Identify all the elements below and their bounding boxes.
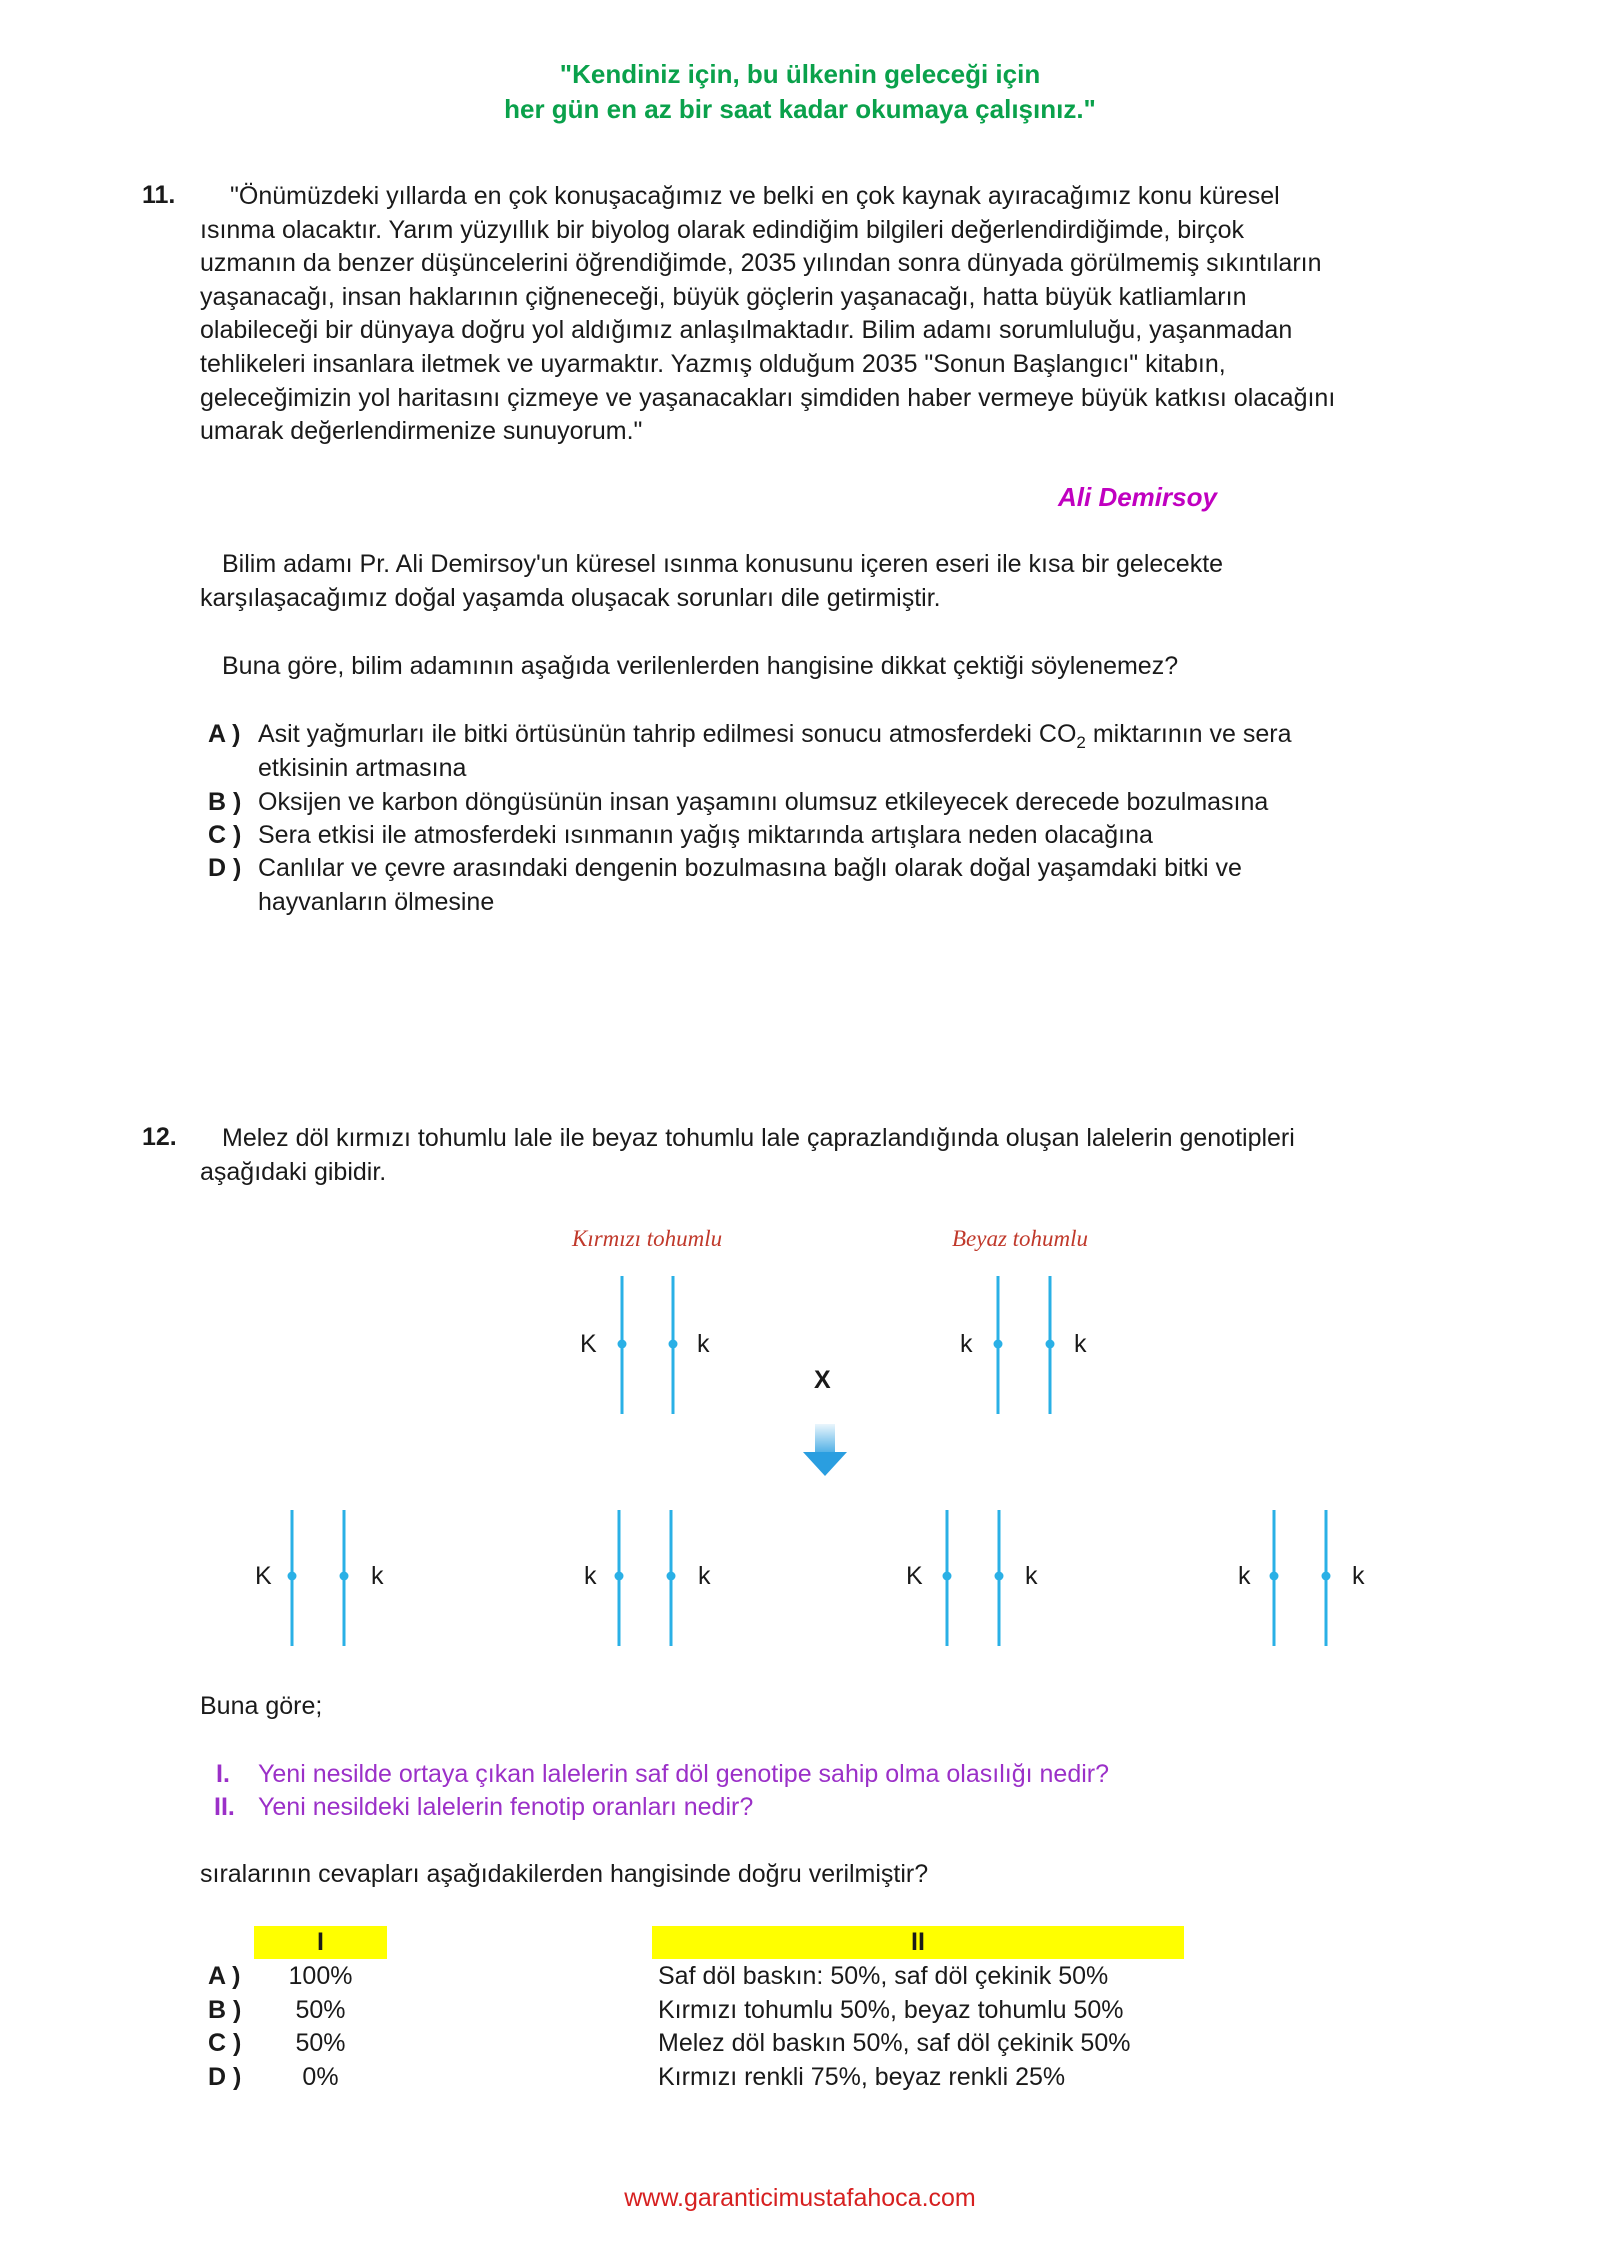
footer-website-link[interactable]: www.garanticimustafahoca.com [624, 2184, 976, 2212]
allele-dot [618, 1340, 627, 1349]
quote-line: umarak değerlendirmenize sunuyorum." [200, 417, 643, 446]
answer-row-d[interactable] [208, 2061, 1208, 2095]
subquestion-number: II. [214, 1793, 235, 1821]
offspring-1-chromosome-pair [288, 1510, 349, 1646]
question-11-options [208, 718, 1458, 920]
option-b[interactable] [208, 786, 1458, 819]
option-letter: C ) [208, 821, 242, 849]
allele-label: k [960, 1330, 973, 1358]
allele-label: k [1074, 1330, 1087, 1358]
context-line: karşılaşacağımız doğal yaşamda oluşacak sorunları dile getirmiştir. [200, 583, 941, 612]
question-11-context [200, 548, 1460, 615]
column-header-i: I [254, 1926, 387, 1959]
option-text: Canlılar ve çevre arasındaki dengenin bozulmasına bağlı olarak doğal yaşamdaki bitki ve [258, 854, 1242, 882]
intro-line: aşağıdaki gibidir. [200, 1157, 387, 1186]
subquestion-text: Yeni nesildeki lalelerin fenotip oranları nedir? [258, 1793, 754, 1821]
offspring-4-chromosome-pair [1270, 1510, 1331, 1646]
option-text: Sera etkisi ile atmosferdeki ısınmanın yağış miktarında artışlara neden olacağına [258, 821, 1153, 849]
option-text: hayvanların ölmesine [258, 888, 495, 916]
option-a[interactable] [208, 718, 1458, 752]
answer-col-ii: Melez döl baskın 50%, saf döl çekinik 50% [658, 2029, 1131, 2057]
question-11-quote [200, 180, 1460, 449]
allele-label: k [1025, 1562, 1038, 1590]
allele-label: K [580, 1330, 597, 1358]
allele-dot [994, 1340, 1003, 1349]
allele-dot [1046, 1340, 1055, 1349]
subquestion-list [214, 1758, 1414, 1824]
subquestion-number: I. [216, 1760, 230, 1788]
parent1-chromosome-pair [618, 1276, 678, 1414]
context-line: Bilim adamı Pr. Ali Demirsoy'un küresel ısınma konusunu içeren eseri ile kısa bir gelecekte [222, 550, 1224, 578]
allele-dot [669, 1340, 678, 1349]
question-12-lead: Buna göre; [200, 1692, 323, 1720]
subquestion-2 [214, 1791, 1414, 1824]
answer-letter: A ) [208, 1962, 241, 1990]
quote-line: geleceğimizin yol haritasını çizmeye ve yaşanacakları şimdiden haber vermeye büyük katkısı olacağını [200, 383, 1336, 412]
answer-col-i: 100% [288, 1962, 353, 1990]
question-11-prompt: Buna göre, bilim adamının aşağıda verilenlerden hangisine dikkat çektiği söylenemez? [222, 652, 1179, 680]
allele-label: K [906, 1562, 923, 1590]
answer-col-ii: Kırmızı tohumlu 50%, beyaz tohumlu 50% [658, 1995, 1124, 2024]
cross-symbol: X [814, 1366, 831, 1394]
allele-label: k [1352, 1562, 1365, 1590]
motto-line-2: her gün en az bir saat kadar okumaya çalışınız." [504, 94, 1096, 124]
answer-col-ii: Kırmızı renkli 75%, beyaz renkli 25% [658, 2062, 1066, 2091]
answer-col-i: 50% [295, 1995, 346, 2024]
allele-label: k [697, 1330, 710, 1358]
answer-col-ii: Saf döl baskın: 50%, saf döl çekinik 50% [658, 1962, 1109, 1990]
answer-col-i: 50% [295, 2029, 346, 2057]
answer-letter: C ) [208, 2029, 242, 2057]
question-12-prompt: sıralarının cevapları aşağıdakilerden hangisinde doğru verilmiştir? [200, 1860, 929, 1888]
option-d-line2 [208, 886, 1458, 920]
option-letter: B ) [208, 788, 242, 816]
option-text: Asit yağmurları ile bitki örtüsünün tahrip edilmesi sonucu atmosferdeki $CO_2$ miktarının ve sera [258, 720, 1292, 752]
quote-line: uzmanın da benzer düşüncelerini öğrendiğimde, 2035 yılından sonra dünyada görülmemiş sıkıntıların [200, 249, 1322, 278]
subquestion-text: Yeni nesilde ortaya çıkan lalelerin saf döl genotipe sahip olma olasılığı nedir? [258, 1760, 1110, 1788]
option-a-line2 [208, 752, 1458, 786]
option-letter: A ) [208, 720, 241, 748]
answer-table [208, 1960, 1208, 2094]
allele-label: k [698, 1562, 711, 1590]
intro-line: Melez döl kırmızı tohumlu lale ile beyaz tohumlu lale çaprazlandığında oluşan lalelerin genotipleri [222, 1124, 1295, 1152]
quote-line: yaşanacağı, insan haklarının çiğneneceği, büyük göçlerin yaşanacağı, hatta büyük katliamların [200, 282, 1247, 311]
quote-line: "Önümüzdeki yıllarda en çok konuşacağımız ve belki en çok kaynak ayıracağımız konu küresel [230, 182, 1280, 210]
quote-author: Ali Demirsoy [1058, 482, 1217, 512]
parent2-chromosome-pair [994, 1276, 1055, 1414]
question-12-intro [200, 1122, 1460, 1189]
answer-row-c[interactable] [208, 2027, 1208, 2061]
option-c[interactable] [208, 819, 1458, 852]
allele-label: k [1238, 1562, 1251, 1590]
genetic-cross-diagram [0, 1260, 1600, 1660]
allele-label: K [255, 1562, 272, 1590]
answer-col-i: 0% [302, 2062, 339, 2091]
offspring-2-chromosome-pair [615, 1510, 676, 1646]
column-header-ii: II [652, 1926, 1184, 1959]
quote-line: olabileceği bir dünyaya doğru yol aldığımız anlaşılmaktadır. Bilim adamı sorumluluğu, yaşanmadan [200, 316, 1293, 345]
quote-line: ısınma olacaktır. Yarım yüzyıllık bir biyolog olarak edindiğim bilgileri değerlendirdiğimde, birçok [200, 215, 1244, 244]
quote-line: tehlikeleri insanlara iletmek ve uyarmaktır. Yazmış olduğum 2035 "Sonun Başlangıcı" kitabın, [200, 349, 1226, 378]
motto-line-1: "Kendiniz için, bu ülkenin geleceği için [559, 59, 1041, 89]
subquestion-1 [214, 1758, 1414, 1791]
answer-row-b[interactable] [208, 1994, 1208, 2028]
allele-label: k [371, 1562, 384, 1590]
question-11-number: 11. [142, 181, 176, 209]
parent1-label: Kırmızı tohumlu [572, 1226, 723, 1251]
answer-letter: D ) [208, 2062, 242, 2091]
option-letter: D ) [208, 854, 242, 882]
offspring-3-chromosome-pair [943, 1510, 1004, 1646]
option-text: Oksijen ve karbon döngüsünün insan yaşamını olumsuz etkileyecek derecede bozulmasına [258, 788, 1269, 816]
down-arrow-icon [803, 1424, 847, 1476]
option-text: etkisinin artmasına [258, 754, 467, 782]
answer-letter: B ) [208, 1995, 242, 2024]
allele-label: k [584, 1562, 597, 1590]
option-d[interactable] [208, 852, 1458, 886]
question-12-number: 12. [142, 1123, 177, 1151]
answer-row-a[interactable] [208, 1960, 1208, 1994]
parent2-label: Beyaz tohumlu [952, 1226, 1089, 1251]
